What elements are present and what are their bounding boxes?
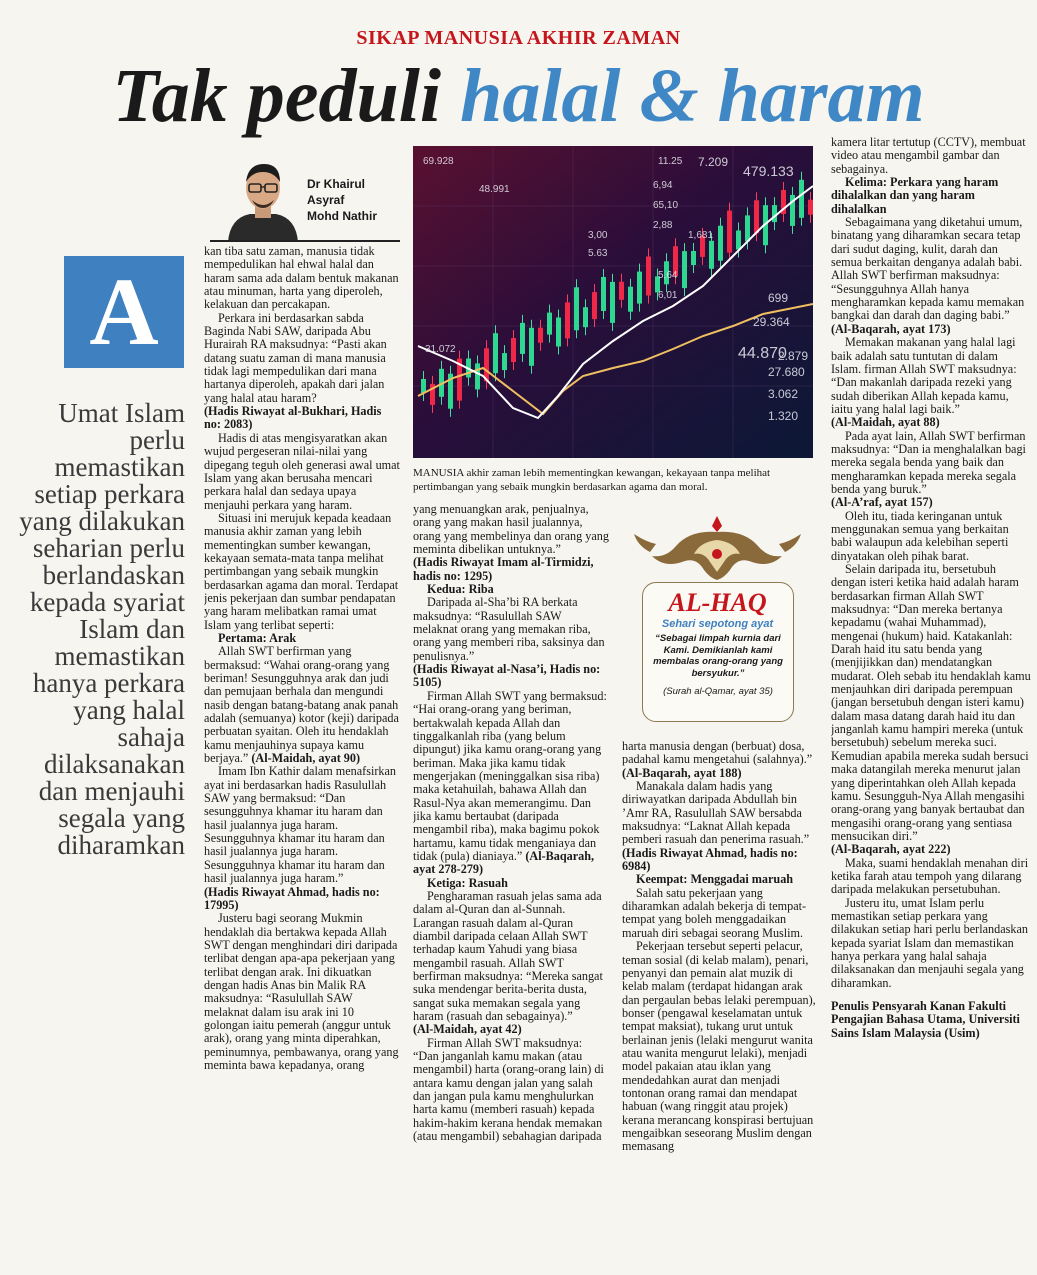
candle-body — [484, 348, 489, 381]
candle-body — [601, 277, 606, 311]
ornament-icon — [630, 512, 805, 592]
candle-body — [583, 307, 588, 327]
candle-body — [754, 200, 759, 233]
price-label: 6,94 — [653, 180, 673, 191]
paragraph: kamera litar tertutup (CCTV), membuat video atau mengambil gambar dan sebagainya. — [831, 136, 1026, 176]
author-name — [307, 176, 400, 224]
column-3 — [622, 740, 819, 1255]
candle-body — [421, 379, 426, 393]
section-heading: Ketiga: Rasuah — [427, 875, 508, 890]
candle-body — [556, 318, 561, 347]
candle-body — [520, 323, 525, 354]
headline — [0, 50, 1037, 142]
reference: (Al-Baqarah, ayat 173) — [831, 321, 951, 336]
candle-body — [475, 363, 480, 389]
candle-body — [772, 205, 777, 222]
section-heading: Kelima: Perkara yang haram dihalalkan dan yang haram dihalalkan — [831, 175, 999, 216]
al-haq-box — [630, 512, 805, 730]
reference: (Al-A’raf, ayat 157) — [831, 495, 933, 510]
paragraph: Manakala dalam hadis yang diriwayatkan daripada Abdullah bin ’Amr RA, Rasulullah SAW bersabda maksudnya: “Laknat Allah kepada pemberi rasuah dan penerima rasuah.” — [622, 779, 810, 847]
paragraph: Firman Allah SWT maksudnya: “Dan janganlah kamu makan (atau mengambil) harta (orang-orang lain) di antara kamu dengan jalan yang salah dan jangan pula kamu menghulurkan harta kamu (memberi rasuah) kepada hakim-hakim kerana hendak memakan (atau mengambil) sebahagian daripada — [413, 1035, 604, 1144]
headline-part2: halal & haram — [460, 54, 925, 138]
al-haq-quote: “Sebagai limpah kurnia dari Kami. Demikianlah kami membalas orang-orang yang bersyukur.” — [653, 633, 783, 679]
paragraph: Justeru bagi seorang Mukmin hendaklah dia bertakwa kepada Allah SWT dengan menghindari diri daripada terlibat dengan apa-apa pekerjaan yang terlibat dengan arak. Ini dikuatkan dengan hadis Anas bin Malik RA maksudnya: “Rasulullah SAW melaknat dalam isu arak ini 10 golongan iaitu pemerah (anggur untuk arak), orang yang minta diperahkan, peminumnya, pembawanya, orang yang meminta bawa kepadanya, orang — [204, 911, 399, 1072]
price-label: 5,64 — [658, 270, 678, 281]
candle-body — [511, 338, 516, 362]
candle-body — [619, 282, 624, 300]
photo-caption: MANUSIA akhir zaman lebih mementingkan kewangan, kekayaan tanpa melihat pertimbangan yang sebaik mungkin berdasarkan agama dan moral. — [413, 467, 771, 493]
reference: (Hadis Riwayat al-Bukhari, Hadis no: 2083) — [204, 404, 382, 432]
candle-body — [718, 226, 723, 261]
price-label: 699 — [768, 291, 789, 305]
paragraph: Oleh itu, tiada keringanan untuk menggunakan semua yang berkaitan babi walaupun ada kelebihan seperti dinyatakan oleh pihak barat. — [831, 508, 1009, 563]
column-4 — [831, 136, 1031, 1266]
price-label: 479.133 — [743, 163, 794, 179]
kicker: SIKAP MANUSIA AKHIR ZAMAN — [356, 27, 681, 49]
paragraph: Daripada al-Sha’bi RA berkata maksudnya: “Rasulullah SAW melaknat orang yang memakan riba, orang yang memberi riba, saksinya dan penulisnya.” — [413, 595, 605, 663]
price-label: 5.63 — [588, 248, 608, 259]
candle-body — [682, 251, 687, 288]
price-label: 11.25 — [658, 156, 683, 167]
reference: (Hadis Riwayat Ahmad, hadis no: 17995) — [204, 884, 380, 912]
candle-body — [547, 313, 552, 335]
paragraph: harta manusia dengan (berbuat) dosa, padahal kamu mengetahui (salahnya).” (Al-Baqarah, ayat 188) — [622, 740, 813, 780]
price-label: 65,10 — [653, 200, 679, 211]
candle-body — [529, 328, 534, 366]
paragraph: Hadis di atas mengisyaratkan akan wujud pergeseran nilai-nilai yang dipegang teguh oleh generasi awal umat Islam yang akan berusaha mencari perkara halal dan sedaya upaya menjauhi perkara yang haram. — [204, 430, 400, 512]
paragraph: Pekerjaan tersebut seperti pelacur, teman sosial (di kelab malam), penari, penyanyi dan pemain alat muzik di kelab malam (terdapat hidangan arak dan pergaulan bebas lelaki perempuan), bonser (pengawal keselamatan untuk tempat maksiat), tukang urut untuk berlainan jenis (lelaki mengurut wanita atau wanita mengurut lelaki), menjadi model pakaian atau iklan yang mendedahkan aurat dan menjadi tontonan orang ramai dan mendapat habuan (wang ringgit atau projek) kerana merancang konspirasi bertujuan mengaibkan seseorang Muslim dengan memasang — [622, 939, 816, 1154]
al-haq-subtitle: Sehari sepotong ayat — [661, 618, 774, 630]
candle-body — [745, 215, 750, 241]
candle-body — [736, 231, 741, 250]
pull-quote: Umat Islam perlu memastikan setiap perkara yang dilakukan seharian perlu berlandaskan kepada syariat Islam dan memastikan hanya perkara yang halal sahaja dilaksanakan dan menjauhi segala yang diharamkan — [19, 398, 185, 860]
reference: (Hadis Riwayat Imam al-Tirmidzi, hadis no: 1295) — [413, 555, 594, 583]
price-label: 2.879 — [778, 349, 809, 363]
candle-body — [646, 257, 651, 296]
candle-body — [493, 333, 498, 373]
paragraph: yang menuangkan arak, penjualnya, orang yang makan hasil jualannya, orang yang membelinya dan orang yang meminta dibelikan untuknya.” — [413, 503, 609, 557]
candle-body — [502, 353, 507, 370]
byline: Penulis Pensyarah Kanan Fakulti Pengajian Bahasa Utama, Universiti Sains Islam Malaysia (Usim) — [831, 999, 1020, 1040]
price-label: 27.680 — [768, 365, 805, 379]
price-label: 31.072 — [425, 344, 456, 355]
price-label: 44.870 — [738, 345, 787, 362]
author-name-line1: Dr Khairul Asyraf — [307, 177, 366, 207]
reference: (Hadis Riwayat Ahmad, hadis no: 6984) — [622, 845, 798, 874]
section-heading: Keempat: Menggadai maruah — [636, 872, 794, 887]
al-haq-source: (Surah al-Qamar, ayat 35) — [663, 686, 773, 697]
author-block — [210, 150, 400, 242]
paragraph: Allah SWT berfirman yang bermaksud: “Wahai orang-orang yang beriman! Sesungguhnya arak dan judi dan pemujaan berhala dan mengundi nasib dengan batang-batang anak panah adalah (semuanya) kotor (keji) daripada perbuatan syaitan. Oleh itu hendaklah kamu menjauhinya supaya kamu berjaya.” (Al-Maidah, ayat 90) — [204, 644, 399, 766]
price-label: 2,88 — [653, 220, 673, 231]
paragraph: Pada ayat lain, Allah SWT berfirman maksudnya: “Dan ia menghalalkan bagi mereka segala benda yang baik dan mengharamkan kepada mereka segala benda yang buruk.” — [831, 428, 1026, 496]
price-label: 48.991 — [479, 184, 510, 195]
price-label: 1,681 — [688, 230, 714, 241]
price-label: 7.209 — [698, 155, 729, 169]
price-label: 69.928 — [423, 156, 454, 167]
price-label: 3,00 — [588, 230, 608, 241]
candle-body — [565, 302, 570, 338]
headline-part1: Tak peduli — [112, 54, 442, 138]
paragraph: Pengharaman rasuah jelas sama ada dalam al-Quran dan al-Sunnah. Larangan rasuah dalam al-Quran diambil daripada celaan Allah SWT terhadap kaum Yahudi yang biasa mengambil rasuah. Allah SWT berfirman maksudnya: “Mereka sangat suka mendengar berita-berita dusta, sangat suka memakan segala yang haram (rasuah dan sebagainya).” — [413, 888, 603, 1024]
paragraph: Maka, suami hendaklah menahan diri ketika farah atau tempoh yang dilarang daripada melakukan persetubuhan. — [831, 855, 1029, 897]
candle-body — [592, 292, 597, 319]
paragraph: Justeru itu, umat Islam perlu memastikan setiap perkara yang dilakukan setiap hari perlu berlandaskan kepada syariat Islam dan memastikan hanya perkara yang halal sahaja dilaksanakan dan menjauhi segala yang diharamkan. — [831, 895, 1028, 990]
author-photo — [222, 156, 304, 242]
column-2 — [413, 503, 609, 1255]
candle-body — [709, 241, 714, 269]
paragraph: kan tiba satu zaman, manusia tidak mempedulikan hal ehwal halal dan haram sama ada dalam bentuk makanan atau minuman, harta yang diperoleh, kelakuan dan percakapan. — [204, 245, 399, 312]
paragraph: Situasi ini merujuk kepada keadaan manusia akhir zaman yang lebih mementingkan sumber kewangan, kekayaan semata-mata tanpa melihat pertimbangan yang sebaik mungkin berdasarkan agama dan moral. Terdapat jenis pekerjaan dan sumbar pendapatan yang haram melibatkan ramai umat Islam yang terlibat seperti: — [204, 510, 399, 632]
author-name-line2: Mohd Nathir — [307, 209, 377, 223]
price-label: 3.062 — [768, 387, 799, 401]
al-haq-title: AL-HAQ — [668, 588, 767, 617]
candle-body — [727, 211, 732, 253]
dropcap: A — [64, 256, 184, 368]
section-heading: Pertama: Arak — [218, 630, 297, 645]
paragraph: Imam Ibn Kathir dalam menafsirkan ayat ini berdasarkan hadis Rasulullah SAW yang bermaksud: “Dan sesungguhnya khamar itu haram dan hasil jualannya juga haram. Sesungguhnya khamar itu haram dan hasil jualannya juga haram. Sesungguhnya khamar itu haram dan hasil jualannya juga haram.” — [204, 764, 397, 886]
paragraph: Sebagaimana yang diketahui umum, binatang yang diharamkan secara tetap dari sudut daging, kulit, darah dan semua berkaitan denganya adalah babi. Allah SWT berfirman maksudnya: “Sesungguhnya Allah hanya mengharamkan kepada kamu memakan bangkai dan darah dan daging babi.” — [831, 215, 1025, 323]
candle-body — [799, 180, 804, 218]
candle-body — [628, 287, 633, 312]
reference: (Al-Maidah, ayat 42) — [413, 1022, 522, 1037]
candle-body — [691, 251, 696, 265]
candle-body — [574, 287, 579, 330]
price-label: 29.364 — [753, 315, 790, 329]
price-label: 1.320 — [768, 409, 799, 423]
section-heading: Kedua: Riba — [427, 582, 494, 597]
reference: (Hadis Riwayat al-Nasa’i, Hadis no: 5105) — [413, 662, 601, 690]
author-divider — [210, 240, 400, 242]
paragraph: Memakan makanan yang halal lagi baik adalah satu tuntutan di dalam Islam. firman Allah SWT maksudnya: “Dan makanlah daripada rezeki yang sudah diberikan Allah kepada kamu, iaitu yang halal lagi baik.” — [831, 335, 1017, 416]
reference: (Al-Maidah, ayat 88) — [831, 415, 940, 430]
candle-body — [610, 282, 615, 323]
candle-body — [637, 272, 642, 304]
paragraph: Selain daripada itu, bersetubuh dengan isteri ketika haid adalah haram berdasarkan firman Allah SWT maksudnya: “Dan mereka bertanya kepadamu (wahai Muhammad), mengenai (hukum) haid. Katakanlah: Darah haid itu satu benda yang (menjijikkan dan) mendatangkan mudarat. Oleh sebab itu hendaklah kamu menjauhkan diri daripada perempuan (jangan bersetubuh dengan isteri kamu) dalam masa datang darah haid itu dan janganlah kamu hampiri mereka (untuk bersetubuh) sebelum mereka suci. Kemudian apabila mereka sudah bersuci maka datangilah mereka menurut jalan yang diperintahkan oleh Allah kepada kamu. Sesungguh-Nya Allah mengasihi orang-orang yang banyak bertaubat dan mengasihi orang-orang yang sentiasa mensucikan diri.” — [831, 562, 1031, 843]
paragraph: Perkara ini berdasarkan sabda Baginda Nabi SAW, daripada Abu Hurairah RA maksudnya: “Pasti akan datang suatu zaman di mana manusia tidak lagi mempedulikan dari mana hartanya diperoleh, apakah dari jalan yang halal atau haram? — [204, 310, 387, 405]
paragraph: Salah satu pekerjaan yang diharamkan adalah bekerja di tempat-tempat yang boleh menggadaikan maruah diri sebagai seorang Muslim. — [622, 885, 807, 940]
stock-chart-image — [413, 146, 813, 458]
column-1 — [204, 245, 400, 1255]
candle-body — [808, 200, 813, 215]
price-label: 6,01 — [658, 290, 678, 301]
candle-body — [538, 328, 543, 343]
reference: (Al-Baqarah, ayat 222) — [831, 842, 951, 857]
paragraph: Firman Allah SWT yang bermaksud: “Hai orang-orang yang beriman, bertakwalah kepada Allah dan tinggalkanlah riba (yang belum dipungut) jika kamu orang-orang yang beriman. Maka jika kamu tidak mengerjakan (meninggalkan sisa riba) maka ketahuilah, bahawa Allah dan Rasul-Nya akan memerangimu. Dan jika kamu bertaubat (daripada mengambil riba), maka bagimu pokok hartamu, kamu tidak menganiaya dan tidak (pula) dianiaya.” (Al-Baqarah, ayat 278-279) — [413, 688, 607, 877]
